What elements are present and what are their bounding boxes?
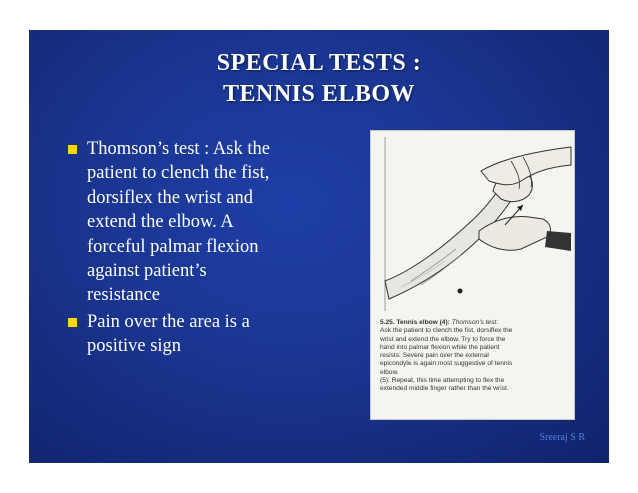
bullet-list: [29, 137, 329, 361]
caption-line: extended middle finger rather than the wrist.: [380, 385, 509, 393]
square-bullet-icon: [68, 318, 77, 327]
title-line-2: TENNIS ELBOW: [222, 81, 416, 107]
bullet-item: [29, 137, 329, 308]
bullet-line: patient to clench the fist,: [87, 163, 270, 184]
slide-title: [29, 48, 609, 110]
caption-line: resists. Severe pain over the external: [380, 352, 489, 360]
caption-line: elbow.: [380, 368, 399, 376]
caption-heading-italic: Thomson's test:: [451, 319, 499, 326]
bullet-line: forceful palmar flexion: [87, 236, 259, 257]
square-bullet-icon: [68, 145, 77, 154]
figure-caption: [380, 319, 565, 394]
author-credit: Sreeraj S R: [539, 432, 585, 443]
caption-line: Ask the patient to clench the fist, dorsiflex the: [380, 327, 513, 335]
bullet-line: resistance: [87, 285, 160, 306]
title-line-1: SPECIAL TESTS :: [216, 50, 422, 76]
bullet-item: [29, 310, 329, 359]
caption-line: wrist and extend the elbow. Try to force the: [380, 335, 506, 343]
bullet-line: positive sign: [87, 336, 182, 357]
bullet-line: extend the elbow. A: [87, 212, 234, 233]
bullet-line: against patient’s: [87, 261, 207, 282]
elbow-test-illustration: [371, 131, 574, 316]
bullet-line: Thomson’s test : Ask the: [87, 139, 270, 159]
slide: [29, 30, 609, 463]
illustration-figure: [370, 130, 575, 420]
bullet-line: Pain over the area is a: [87, 311, 250, 332]
caption-heading: 5.25. Tennis elbow (4):: [380, 319, 450, 326]
caption-line: epicondyle is again most suggestive of tennis: [380, 360, 513, 368]
caption-line: hand into palmar flexion while the patient: [380, 343, 500, 351]
caption-line: (5): Repeat, this time attempting to flex the: [380, 377, 505, 385]
bullet-line: dorsiflex the wrist and: [87, 187, 253, 208]
caption-heading-line: [380, 319, 565, 327]
